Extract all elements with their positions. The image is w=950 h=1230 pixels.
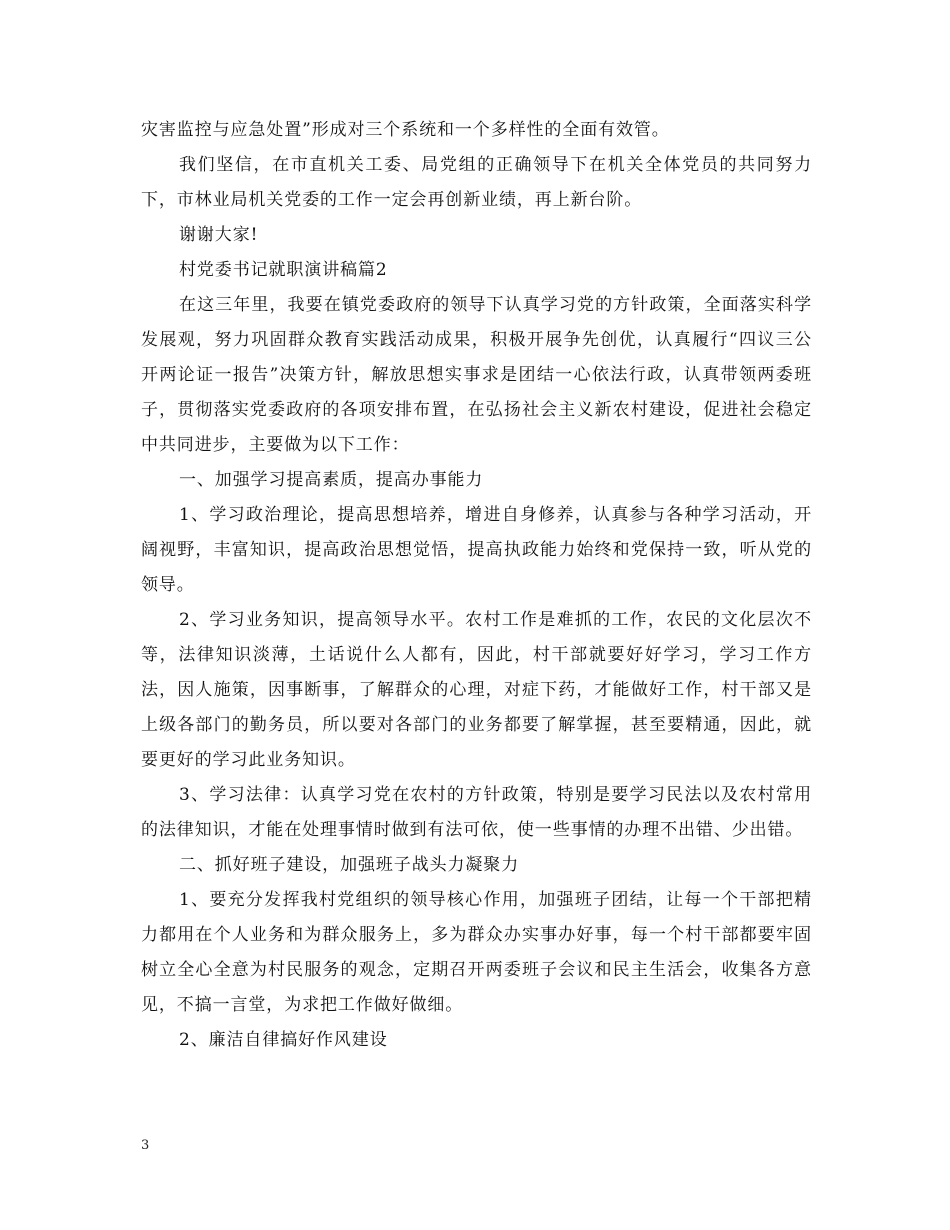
paragraph-8: 2、学习业务知识，提高领导水平。农村工作是难抓的工作，农民的文化层次不等，法律知识淡薄，土话说什么人都有，因此，村干部就要好好学习，学习工作方法，因人施策，因事断事，了解群众的心理，对症下药，才能做好工作，村干部又是上级各部门的勤务员，所以要对各部门的业务都要了解掌握，甚至要精通，因此，就要更好的学习此业务知识。: [141, 610, 812, 770]
paragraph-1: 灾害监控与应急处置”形成对三个系统和一个多样性的全面有效管。: [141, 120, 670, 140]
heading-1: 一、加强学习提高素质，提高办事能力: [179, 470, 484, 490]
section-title: 村党委书记就职演讲稿篇2: [179, 260, 388, 280]
paragraph-7: 1、学习政治理论，提高思想培养，增进自身修养，认真参与各种学习活动，开阔视野，丰富知识，提高政治思想觉悟，提高执政能力始终和党保持一致，听从党的领导。: [141, 505, 812, 595]
document-body: [141, 113, 812, 1058]
paragraph-9: 3、学习法律：认真学习党在农村的方针政策，特别是要学习民法以及农村常用的法律知识，才能在处理事情时做到有法可依，使一些事情的办理不出错、少出错。: [141, 785, 812, 840]
paragraph-11: 1、要充分发挥我村党组织的领导核心作用，加强班子团结，让每一个干部把精力都用在个人业务和为群众服务上，多为群众办实事办好事，每一个村干部都要牢固树立全心全意为村民服务的观念，定期召开两委班子会议和民主生活会，收集各方意见，不搞一言堂，为求把工作做好做细。: [141, 890, 812, 1015]
page-number: 3: [141, 1138, 150, 1153]
paragraph-5: 在这三年里，我要在镇党委政府的领导下认真学习党的方针政策，全面落实科学发展观，努力巩固群众教育实践活动成果，积极开展争先创优，认真履行“四议三公开两论证一报告”决策方针，解放思想实事求是团结一心依法行政，认真带领两委班子，贯彻落实党委政府的各项安排布置，在弘扬社会主义新农村建设，促进社会稳定中共同进步，主要做为以下工作：: [141, 295, 812, 455]
heading-2: 二、抓好班子建设，加强班子战头力凝聚力: [179, 855, 520, 875]
paragraph-3: 谢谢大家!: [179, 225, 259, 245]
paragraph-2: 我们坚信，在市直机关工委、局党组的正确领导下在机关全体党员的共同努力下，市林业局机关党委的工作一定会再创新业绩，再上新台阶。: [141, 155, 812, 210]
paragraph-12: 2、廉洁自律搞好作风建设: [179, 1030, 388, 1050]
